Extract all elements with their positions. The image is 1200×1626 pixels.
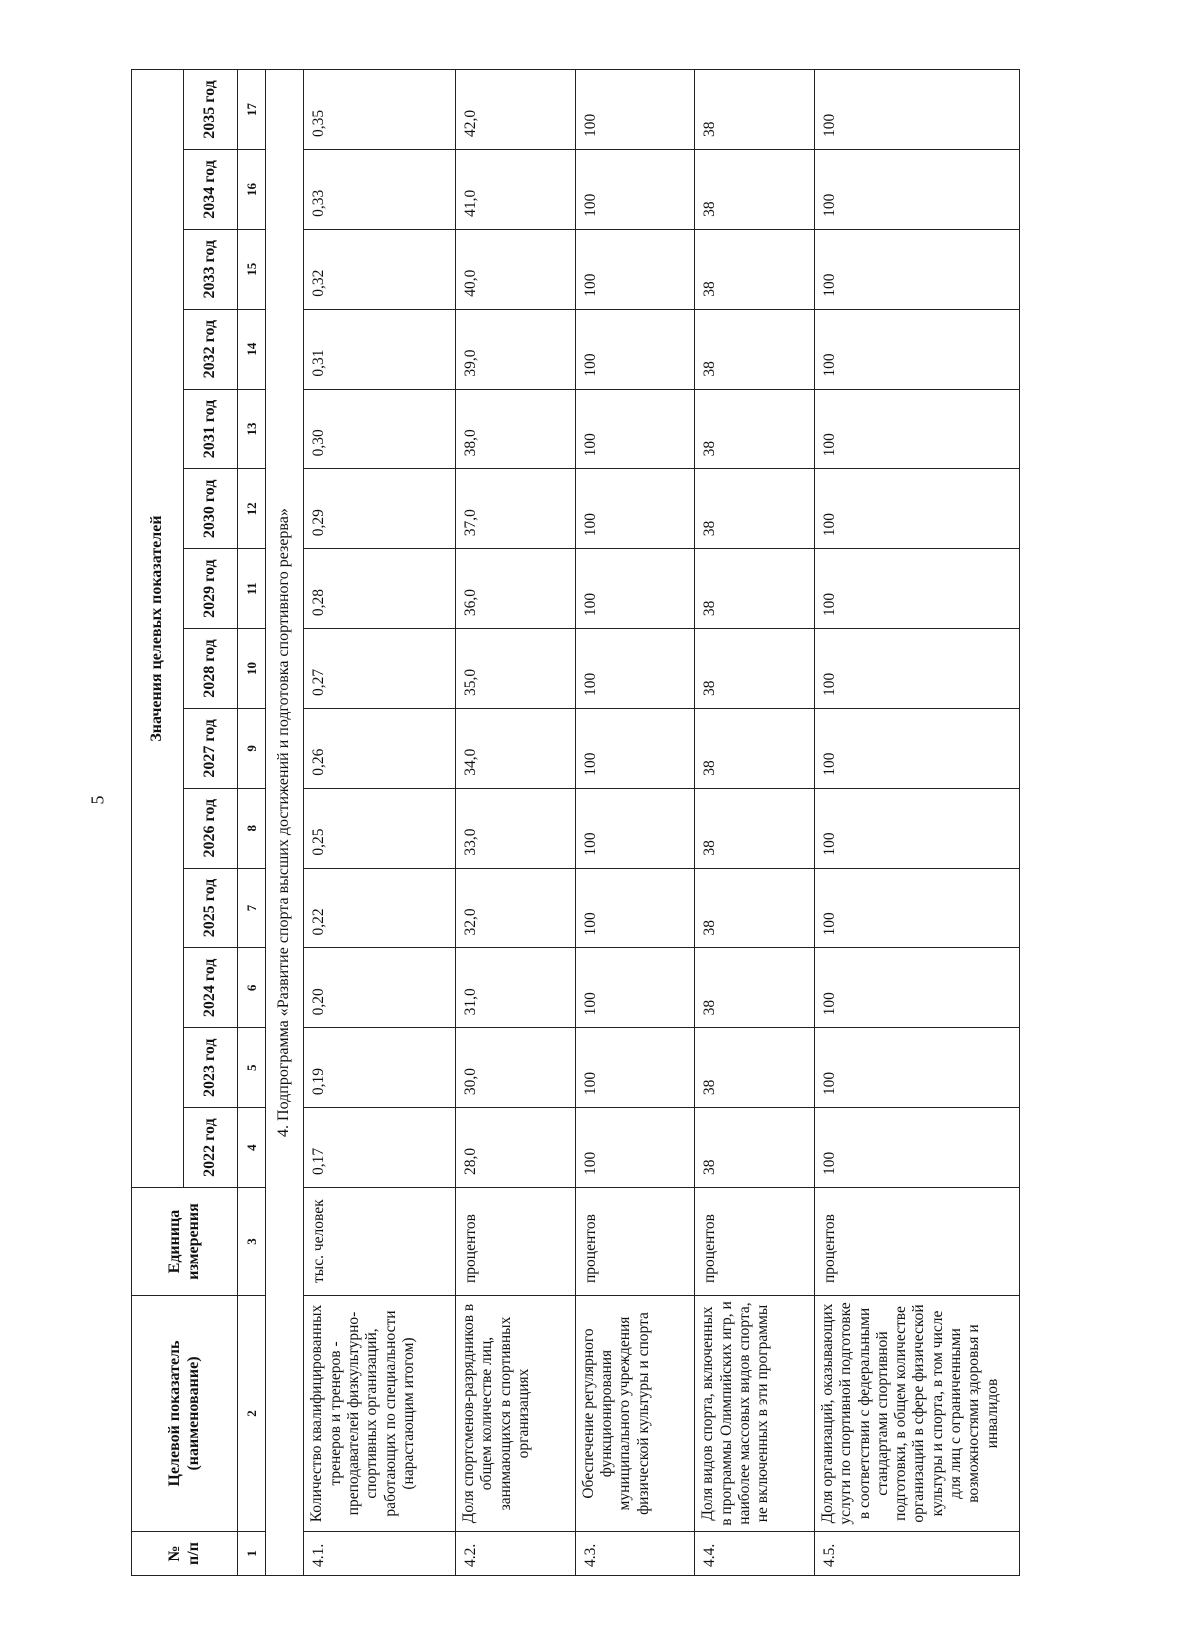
unit-cell: процентов bbox=[695, 1188, 815, 1296]
value-cell: 30,0 bbox=[456, 1028, 576, 1108]
column-number: 10 bbox=[238, 629, 266, 709]
value-cell: 100 bbox=[815, 389, 1020, 469]
value-cell: 100 bbox=[815, 229, 1020, 309]
row-number: 4.3. bbox=[575, 1532, 695, 1576]
value-cell: 100 bbox=[815, 1028, 1020, 1108]
column-number: 14 bbox=[238, 309, 266, 389]
column-number: 4 bbox=[238, 1108, 266, 1188]
column-number: 9 bbox=[238, 708, 266, 788]
table-row bbox=[695, 70, 815, 1576]
value-cell: 0,29 bbox=[304, 469, 456, 549]
unit-cell: процентов bbox=[815, 1188, 1020, 1296]
header-year: 2026 год bbox=[184, 788, 238, 868]
value-cell: 100 bbox=[815, 708, 1020, 788]
value-cell: 38 bbox=[695, 629, 815, 709]
indicator-name: Количество квалифицированных тренеров и тренеров - преподавателей физкультурно-спортивных организаций, работающих по специальности (нарастающим итогом) bbox=[304, 1296, 456, 1532]
value-cell: 100 bbox=[815, 948, 1020, 1028]
value-cell: 0,30 bbox=[304, 389, 456, 469]
header-name: Целевой показатель (наименование) bbox=[132, 1296, 238, 1532]
value-cell: 100 bbox=[815, 309, 1020, 389]
indicator-name: Доля спортсменов-разрядников в общем количестве лиц, занимающихся в спортивных организациях bbox=[456, 1296, 576, 1532]
value-cell: 100 bbox=[815, 868, 1020, 948]
unit-cell: процентов bbox=[575, 1188, 695, 1296]
header-year: 2024 год bbox=[184, 948, 238, 1028]
column-number: 13 bbox=[238, 389, 266, 469]
value-cell: 38,0 bbox=[456, 389, 576, 469]
column-number: 5 bbox=[238, 1028, 266, 1108]
value-cell: 100 bbox=[815, 469, 1020, 549]
header-year: 2031 год bbox=[184, 389, 238, 469]
value-cell: 100 bbox=[575, 549, 695, 629]
value-cell: 38 bbox=[695, 309, 815, 389]
header-year: 2034 год bbox=[184, 150, 238, 230]
value-cell: 100 bbox=[575, 1028, 695, 1108]
column-number: 12 bbox=[238, 469, 266, 549]
value-cell: 40,0 bbox=[456, 229, 576, 309]
indicator-name: Доля организаций, оказывающих услуги по спортивной подготовке в соответствии с федеральными стандартами спортивной подготовки, в общем количестве организаций в сфере физической культуры и спорта, в том числе для лиц с ограниченными возможностями здоровья и инвалидов bbox=[815, 1296, 1020, 1532]
value-cell: 38 bbox=[695, 948, 815, 1028]
header-num: № п/п bbox=[132, 1532, 238, 1576]
value-cell: 0,20 bbox=[304, 948, 456, 1028]
target-indicators-table bbox=[131, 69, 1020, 1576]
value-cell: 34,0 bbox=[456, 708, 576, 788]
column-number: 11 bbox=[238, 549, 266, 629]
value-cell: 0,26 bbox=[304, 708, 456, 788]
value-cell: 41,0 bbox=[456, 150, 576, 230]
value-cell: 33,0 bbox=[456, 788, 576, 868]
row-number: 4.1. bbox=[304, 1532, 456, 1576]
value-cell: 38 bbox=[695, 389, 815, 469]
value-cell: 100 bbox=[575, 868, 695, 948]
value-cell: 100 bbox=[575, 150, 695, 230]
value-cell: 100 bbox=[575, 788, 695, 868]
value-cell: 37,0 bbox=[456, 469, 576, 549]
row-number: 4.2. bbox=[456, 1532, 576, 1576]
header-year: 2032 год bbox=[184, 309, 238, 389]
column-number: 3 bbox=[238, 1188, 266, 1296]
value-cell: 0,31 bbox=[304, 309, 456, 389]
value-cell: 100 bbox=[575, 469, 695, 549]
subprogram-row bbox=[266, 70, 304, 1576]
value-cell: 32,0 bbox=[456, 868, 576, 948]
header-year: 2025 год bbox=[184, 868, 238, 948]
value-cell: 0,22 bbox=[304, 868, 456, 948]
value-cell: 100 bbox=[575, 70, 695, 150]
value-cell: 0,28 bbox=[304, 549, 456, 629]
header-row-1 bbox=[132, 70, 184, 1576]
value-cell: 38 bbox=[695, 150, 815, 230]
value-cell: 42,0 bbox=[456, 70, 576, 150]
value-cell: 100 bbox=[575, 708, 695, 788]
value-cell: 100 bbox=[815, 549, 1020, 629]
column-number: 7 bbox=[238, 868, 266, 948]
value-cell: 38 bbox=[695, 1108, 815, 1188]
value-cell: 38 bbox=[695, 1028, 815, 1108]
value-cell: 0,33 bbox=[304, 150, 456, 230]
value-cell: 31,0 bbox=[456, 948, 576, 1028]
value-cell: 39,0 bbox=[456, 309, 576, 389]
value-cell: 38 bbox=[695, 788, 815, 868]
header-year: 2028 год bbox=[184, 629, 238, 709]
table-row bbox=[815, 70, 1020, 1576]
row-number: 4.4. bbox=[695, 1532, 815, 1576]
unit-cell: тыс. человек bbox=[304, 1188, 456, 1296]
subprogram-title: 4. Подпрограмма «Развитие спорта высших достижений и подготовка спортивного резерва» bbox=[266, 70, 304, 1576]
column-number: 1 bbox=[238, 1532, 266, 1576]
unit-cell: процентов bbox=[456, 1188, 576, 1296]
table-row bbox=[456, 70, 576, 1576]
header-year: 2030 год bbox=[184, 469, 238, 549]
value-cell: 100 bbox=[575, 629, 695, 709]
value-cell: 38 bbox=[695, 868, 815, 948]
value-cell: 100 bbox=[815, 1108, 1020, 1188]
header-year: 2022 год bbox=[184, 1108, 238, 1188]
value-cell: 38 bbox=[695, 549, 815, 629]
row-number: 4.5. bbox=[815, 1532, 1020, 1576]
header-year: 2023 год bbox=[184, 1028, 238, 1108]
value-cell: 0,35 bbox=[304, 70, 456, 150]
column-number: 17 bbox=[238, 70, 266, 150]
value-cell: 100 bbox=[575, 389, 695, 469]
header-year: 2029 год bbox=[184, 549, 238, 629]
column-number: 16 bbox=[238, 150, 266, 230]
indicator-name: Обеспечение регулярного функционирования муниципального учреждения физической культуры и спорта bbox=[575, 1296, 695, 1532]
rotated-table-wrapper bbox=[131, 70, 1020, 1576]
header-year: 2035 год bbox=[184, 70, 238, 150]
value-cell: 35,0 bbox=[456, 629, 576, 709]
value-cell: 38 bbox=[695, 70, 815, 150]
value-cell: 38 bbox=[695, 229, 815, 309]
value-cell: 0,19 bbox=[304, 1028, 456, 1108]
column-number: 6 bbox=[238, 948, 266, 1028]
value-cell: 36,0 bbox=[456, 549, 576, 629]
value-cell: 0,17 bbox=[304, 1108, 456, 1188]
column-number: 2 bbox=[238, 1296, 266, 1532]
value-cell: 100 bbox=[815, 629, 1020, 709]
page-number: 5 bbox=[87, 795, 108, 805]
column-numbers-row bbox=[238, 70, 266, 1576]
table-row bbox=[304, 70, 456, 1576]
header-year: 2027 год bbox=[184, 708, 238, 788]
value-cell: 28,0 bbox=[456, 1108, 576, 1188]
value-cell: 38 bbox=[695, 708, 815, 788]
column-number: 15 bbox=[238, 229, 266, 309]
column-number: 8 bbox=[238, 788, 266, 868]
table-row bbox=[575, 70, 695, 1576]
header-unit: Единица измерения bbox=[132, 1188, 238, 1296]
value-cell: 100 bbox=[815, 150, 1020, 230]
value-cell: 0,27 bbox=[304, 629, 456, 709]
value-cell: 38 bbox=[695, 469, 815, 549]
value-cell: 0,25 bbox=[304, 788, 456, 868]
value-cell: 100 bbox=[575, 1108, 695, 1188]
table-body bbox=[266, 70, 1020, 1576]
indicator-name: Доля видов спорта, включенных в программы Олимпийских игр, и наиболее массовых видов спорта, не включенных в эти программы bbox=[695, 1296, 815, 1532]
value-cell: 100 bbox=[815, 788, 1020, 868]
header-values-group: Значения целевых показателей bbox=[132, 70, 184, 1188]
value-cell: 0,32 bbox=[304, 229, 456, 309]
value-cell: 100 bbox=[575, 229, 695, 309]
header-year: 2033 год bbox=[184, 229, 238, 309]
value-cell: 100 bbox=[815, 70, 1020, 150]
value-cell: 100 bbox=[575, 948, 695, 1028]
value-cell: 100 bbox=[575, 309, 695, 389]
